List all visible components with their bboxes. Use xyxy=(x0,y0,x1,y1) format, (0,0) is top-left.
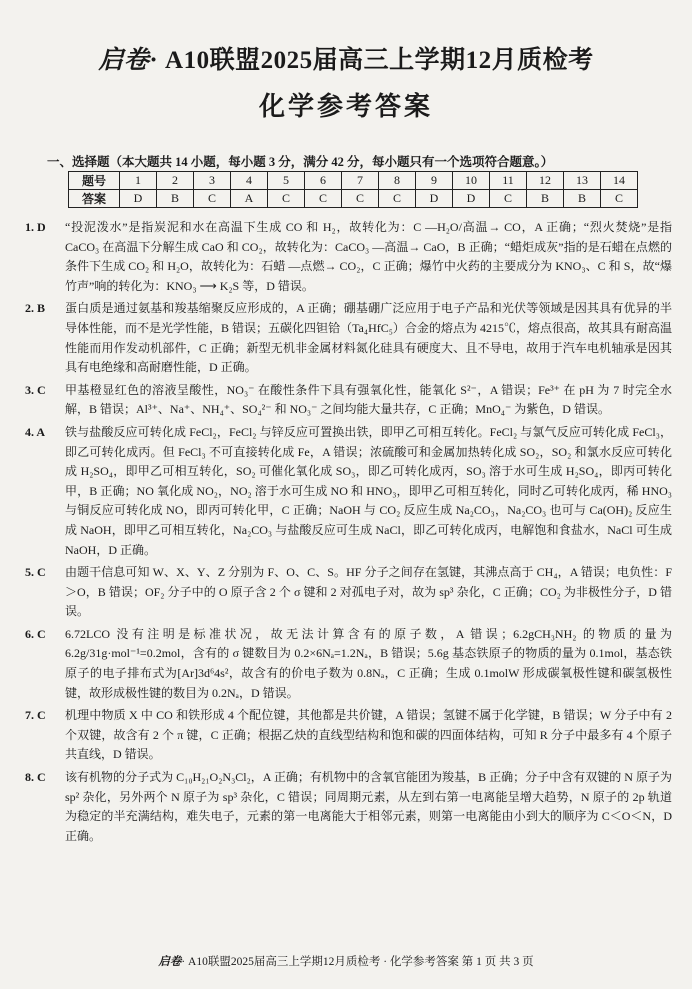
document-title: 化学参考答案 xyxy=(258,92,433,121)
item-text: 该有机物的分子式为 C₁₀H₂₁O₂N₃Cl₂，A 正确；有机物中的含氧官能团为羧基，B 正确；分子中含有双键的 N 原子为 sp² 杂化，另外两个 N 原子为 sp³ 杂化，C 错误；同周期元素，从左到右第一电离能呈增大趋势，N 原子的 2p 轨道为稳定的半充满结构，难失电子，元素的第一电离能大于相邻元素，则第一电离能由小到大的顺序为 C＜O＜N，D 正确。 xyxy=(65,770,672,843)
item-number: 2. B xyxy=(25,301,46,316)
explanation-item xyxy=(22,299,672,377)
answer-cell: D xyxy=(453,190,490,208)
item-number: 1. D xyxy=(25,220,46,234)
item-number: 5. C xyxy=(25,565,46,580)
explanation-item xyxy=(22,768,672,846)
item-number: 6. C xyxy=(25,626,46,641)
row-label-answer: 答案 xyxy=(69,190,120,208)
answer-cell: B xyxy=(564,190,601,208)
explanation-item xyxy=(22,706,672,765)
question-number: 8 xyxy=(379,172,416,190)
item-text: 蛋白质是通过氨基和羧基缩聚反应形成的，A 正确；硼基硼广泛应用于电子产品和光伏等领域是因其具有优异的半导体性能，而不是光学性能，B 错误；五碳化四钽铪（Ta₄HfC₅）合金的熔点为 4215℃，熔点很高，故其具有耐高温性能而用作发动机部件，C 正确；新型无机非金属材料氮化硅具有硬度大、且不导电，故用于汽车电机轴承是因其具有电绝缘和高耐磨性能，D 正确。 xyxy=(65,301,672,375)
item-number: 8. C xyxy=(25,770,46,785)
answer-row xyxy=(69,190,638,208)
answer-cell: C xyxy=(268,190,305,208)
answer-cell: C xyxy=(379,190,416,208)
brand-logo: 启卷 xyxy=(98,45,150,74)
item-text: 6.72LCO 没有注明是标准状况，故无法计算含有的原子数，A 错误；6.2gCH₃NH₂ 的物质的量为 6.2g/31g·mol⁻¹=0.2mol，含有的 σ 键数目为 0.2×6Nₐ=1.2Nₐ，B 错误；5.6g 基态铁原子的物质的量为 0.1mol，基态铁原子的电子排布式为[Ar]3d⁶4s²，故含有的价电子数为 0.8Nₐ，C 正确；生成 0.1molW 形成碳氧极性键和碳氢极性键，故形成极性键的数目为 0.2Nₐ，D 错误。 xyxy=(65,626,672,700)
question-number: 5 xyxy=(268,172,305,190)
item-text: 由题干信息可知 W、X、Y、Z 分别为 F、O、C、S。HF 分子之间存在氢键，其沸点高于 CH₄，A 错误；电负性：F＞O，B 错误；OF₂ 分子中的 O 原子含 2 个 σ 键和 2 对孤电子对，故为 sp³ 杂化，C 正确；CO₂ 为非极性分子，D 错误。 xyxy=(65,565,672,619)
question-number: 4 xyxy=(231,172,268,190)
footer-logo: 启卷 xyxy=(158,956,182,968)
question-number: 1 xyxy=(120,172,157,190)
question-number: 11 xyxy=(490,172,527,190)
question-number: 14 xyxy=(601,172,638,190)
item-number: 4. A xyxy=(25,424,46,439)
row-label-number: 题号 xyxy=(69,172,120,190)
item-text: 铁与盐酸反应可转化成 FeCl₂，FeCl₂ 与锌反应可置换出铁，即甲乙可相互转化。FeCl₂ 与氯气反应可转化成 FeCl₃，即乙可转化成丙。但 FeCl₃ 不可直接转化成 Fe，A 错误；浓硫酸可和金属加热转化成 SO₂，SO₂ 和氯水反应可转化成 H₂SO₄，即甲乙可相互转化，SO₂ 可催化氧化成 SO₃，即乙可转化成丙，SO₃ 溶于水可生成 H₂SO₄，即丙可转化甲，B 正确；NO 氧化成 NO₂，NO₂ 溶于水可生成 NO 和 HNO₃，即甲乙可相互转化，同时乙可转化成丙，稀 HNO₃ 与铜反应可转化成 NO，即丙可转化甲，C 正确；NaOH 与 CO₂ 反应生成 Na₂CO₃，Na₂CO₃ 也可与 Ca(OH)₂ 反应生成 NaOH，即甲乙可相互转化，Na₂CO₃ 与盐酸反应可生成 NaCl，即乙可转化成丙，电解饱和食盐水，NaCl 可生成 NaOH，D 正确。 xyxy=(65,424,672,557)
item-number: 3. C xyxy=(25,382,46,397)
question-number: 7 xyxy=(342,172,379,190)
item-text: 甲基橙显红色的溶液呈酸性，NO₃⁻ 在酸性条件下具有强氧化性，能氧化 S²⁻，A 错误；Fe³⁺ 在 pH 为 7 时完全水解，B 错误；Al³⁺、Na⁺、NH₄⁺、SO₄²⁻ 和 NO₃⁻ 之间均能大量共存，C 正确；MnO₄⁻ 为紫色，D 错误。 xyxy=(65,382,672,417)
question-number: 6 xyxy=(305,172,342,190)
answer-cell: B xyxy=(527,190,564,208)
explanation-item xyxy=(22,218,672,296)
answer-cell: D xyxy=(416,190,453,208)
question-number: 13 xyxy=(564,172,601,190)
answer-table xyxy=(68,171,638,208)
section-heading: 一、选择题（本大题共 14 小题，每小题 3 分，满分 42 分，每小题只有一个选项符合题意。） xyxy=(47,155,554,169)
explanation-item xyxy=(22,625,672,703)
question-number: 9 xyxy=(416,172,453,190)
answer-cell: C xyxy=(490,190,527,208)
explanation-item xyxy=(22,563,672,622)
answer-cell: D xyxy=(120,190,157,208)
question-number-row xyxy=(69,172,638,190)
explanation-list xyxy=(22,218,672,849)
answer-cell: C xyxy=(194,190,231,208)
exam-title: · A10联盟2025届高三上学期12月质检考 xyxy=(149,47,594,74)
explanation-item xyxy=(22,423,672,560)
answer-cell: C xyxy=(305,190,342,208)
question-number: 2 xyxy=(157,172,194,190)
question-number: 10 xyxy=(453,172,490,190)
item-number: 7. C xyxy=(25,708,46,723)
item-text: 机理中物质 X 中 CO 和铁形成 4 个配位键，其他都是共价键，A 错误；氢键不属于化学键，B 错误；W 分子中有 2 个双键，故含有 2 个 π 键，C 正确；根据乙炔的直线型结构和饱和碳的四面体结构，可知 R 分子中最多有 4 个原子共直线，D 错误。 xyxy=(65,708,672,762)
answer-cell: C xyxy=(342,190,379,208)
page-footer xyxy=(0,953,692,969)
question-number: 12 xyxy=(527,172,564,190)
footer-text: · A10联盟2025届高三上学期12月质检考 · 化学参考答案 第 1 页 共 3 页 xyxy=(181,956,534,968)
answer-cell: A xyxy=(231,190,268,208)
explanation-item xyxy=(22,381,672,420)
page-header xyxy=(0,40,692,123)
item-text: “投泥泼水”是指炭泥和水在高温下生成 CO 和 H₂，故转化为：C —H₂O/高温→ CO，A 正确；“烈火焚烧”是指 CaCO₃ 在高温下分解生成 CaO 和 CO₂，故转化为：CaCO₃ —高温→ CaO，B 正确；“蜡炬成灰”指的是石蜡在点燃的条件下生成 CO₂ 和 H₂O，故转化为：石蜡 —点燃→ CO₂，C 正确；爆竹中火药的主要成分为 KNO₃、C 和 S，故“爆竹声”响的转化为：KNO₃ ⟶ K₂S 等，D 错误。 xyxy=(65,220,672,293)
answer-cell: C xyxy=(601,190,638,208)
question-number: 3 xyxy=(194,172,231,190)
answer-cell: B xyxy=(157,190,194,208)
title-line-1 xyxy=(0,40,692,76)
